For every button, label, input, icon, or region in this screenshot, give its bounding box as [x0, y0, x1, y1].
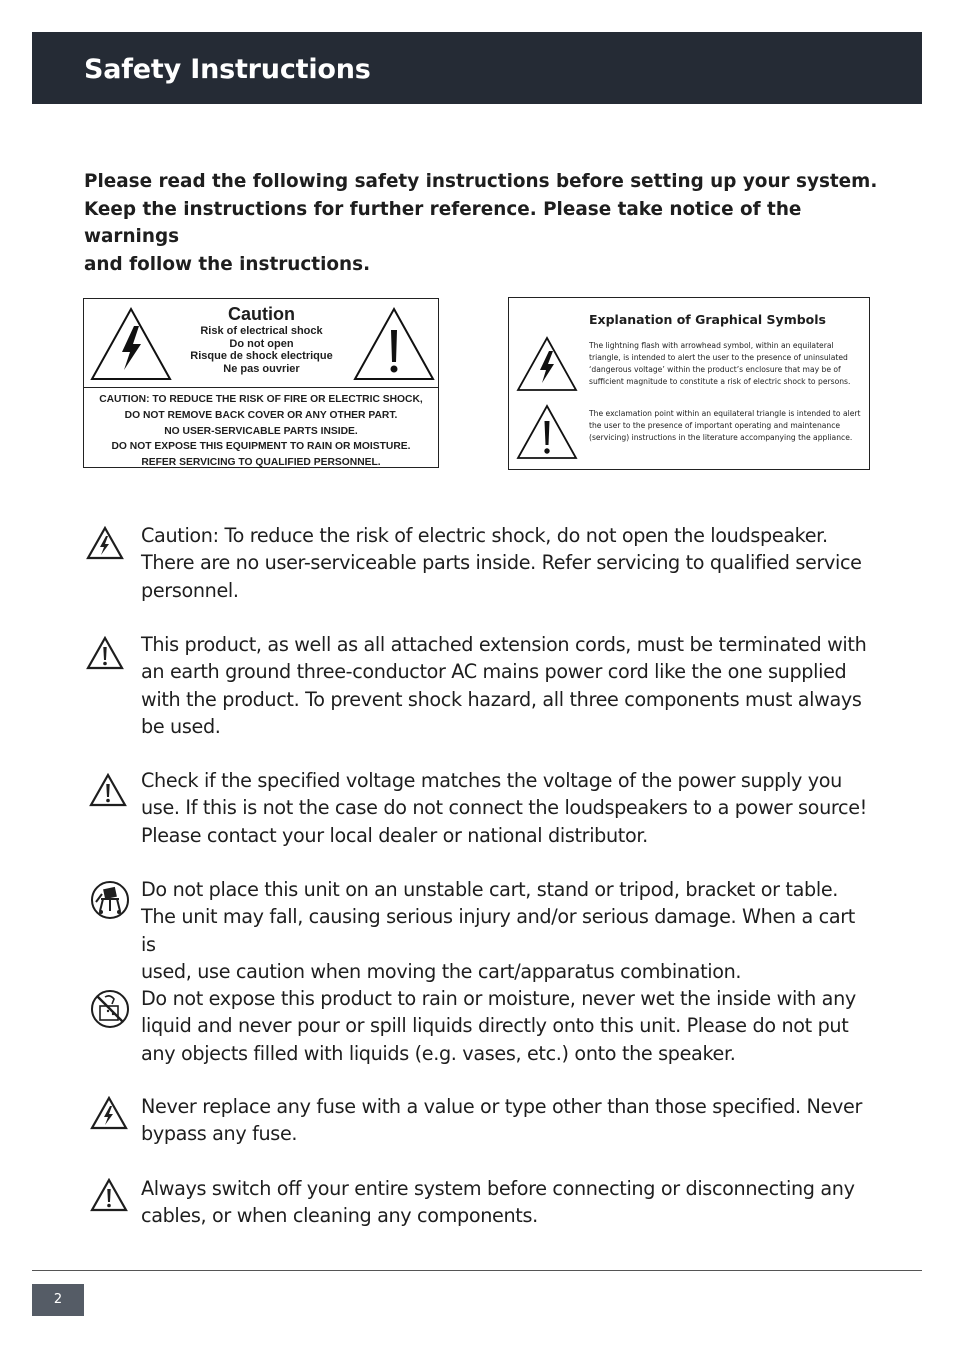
- caution-warning-line: REFER SERVICING TO QUALIFIED PERSONNEL.: [141, 457, 381, 469]
- instruction-item: [141, 985, 871, 1067]
- instruction-line: The unit may fall, causing serious injury and/or serious damage. When a cart is: [141, 905, 855, 956]
- caution-warning-line: NO USER-SERVICABLE PARTS INSIDE.: [164, 425, 358, 437]
- exclamation-triangle-icon: [89, 773, 127, 807]
- instruction-line: Do not place this unit on an unstable cart, stand or tripod, bracket or table.: [141, 878, 839, 901]
- instruction-item: [141, 522, 871, 604]
- caution-label-top: [84, 299, 438, 387]
- caution-subline: Risque de shock electrique: [190, 350, 333, 362]
- caution-warning-text: [84, 392, 438, 471]
- caution-subline: Do not open: [229, 337, 294, 350]
- lightning-triangle-icon: [516, 336, 578, 392]
- header-bar: [32, 32, 922, 104]
- caution-heading: [174, 303, 349, 375]
- instruction-item: [141, 1175, 871, 1230]
- instruction-line: Always switch off your entire system before connecting or disconnecting any: [141, 1177, 855, 1200]
- exclamation-triangle-icon: [90, 1178, 128, 1212]
- exclamation-triangle-icon: [86, 636, 124, 670]
- exclamation-symbol-text: The exclamation point within an equilateral triangle is intended to alert the user to the presence of important operating and maintenance (servicing) instructions in the literature accompanying the appliance.: [589, 409, 861, 442]
- instruction-item: [141, 1093, 871, 1148]
- caution-subline: Risk of electrical shock: [200, 325, 323, 337]
- exclamation-triangle-icon: [516, 404, 578, 460]
- caution-warning-line: CAUTION: TO REDUCE THE RISK OF FIRE OR ELECTRIC SHOCK,: [99, 394, 423, 405]
- footer-divider: [32, 1270, 922, 1271]
- lightning-triangle-icon: [90, 1096, 128, 1130]
- instruction-line: Check if the specified voltage matches the voltage of the power supply you: [141, 769, 842, 792]
- instruction-line: Never replace any fuse with a value or type other than those specified. Never: [141, 1095, 862, 1118]
- exclamation-triangle-icon: [352, 306, 436, 382]
- instruction-line: There are no user-serviceable parts inside. Refer servicing to qualified service: [141, 551, 862, 575]
- no-liquids-icon: [90, 989, 130, 1029]
- instruction-line: personnel.: [141, 578, 239, 602]
- instruction-line: Do not expose this product to rain or moisture, never wet the inside with any: [141, 987, 856, 1010]
- caution-warning-line: DO NOT REMOVE BACK COVER OR ANY OTHER PART.: [124, 409, 398, 421]
- instruction-item: [141, 767, 871, 849]
- caution-label: [83, 298, 439, 468]
- caution-divider: [84, 387, 438, 388]
- cart-tip-over-icon: [90, 880, 130, 920]
- instruction-line: use. If this is not the case do not connect the loudspeakers to a power source!: [141, 796, 867, 820]
- instruction-line: This product, as well as all attached extension cords, must be terminated with: [141, 633, 867, 656]
- intro-line: Keep the instructions for further reference. Please take notice of the warnings: [84, 198, 802, 247]
- intro-line: Please read the following safety instructions before setting up your system.: [84, 171, 878, 192]
- page-number: 2: [32, 1284, 84, 1316]
- lightning-triangle-icon: [86, 526, 124, 560]
- instruction-item: [141, 631, 871, 740]
- instruction-item: [141, 876, 871, 985]
- instruction-line: an earth ground three-conductor AC mains power cord like the one supplied: [141, 660, 847, 684]
- lightning-triangle-icon: [89, 306, 173, 382]
- lightning-symbol-text: The lightning flash with arrowhead symbol, within an equilateral triangle, is intended to alert the user to the presence of uninsulated ‘dangerous voltage’ within the product’s enclosure that may be of sufficient magnitude to constitute a risk of electric shock to persons.: [589, 341, 851, 386]
- instruction-line: any objects filled with liquids (e.g. vases, etc.) onto the speaker.: [141, 1041, 736, 1065]
- instruction-line: used, use caution when moving the cart/apparatus combination.: [141, 959, 742, 983]
- instruction-line: with the product. To prevent shock hazard, all three components must always: [141, 687, 862, 711]
- caution-subline: Ne pas ouvrier: [223, 362, 300, 375]
- intro-line: and follow the instructions.: [84, 253, 371, 275]
- symbols-explanation-box: [508, 297, 870, 470]
- symbols-explanation-title: Explanation of Graphical Symbols: [589, 312, 826, 327]
- instruction-line: bypass any fuse.: [141, 1122, 298, 1146]
- page-title: Safety Instructions: [84, 54, 371, 85]
- instruction-line: Please contact your local dealer or national distributor.: [141, 823, 648, 847]
- instruction-line: be used.: [141, 714, 221, 738]
- intro-paragraph: [84, 168, 884, 278]
- instruction-line: liquid and never pour or spill liquids directly onto this unit. Please do not put: [141, 1014, 849, 1038]
- instruction-line: Caution: To reduce the risk of electric shock, do not open the loudspeaker.: [141, 524, 828, 547]
- caution-warning-line: DO NOT EXPOSE THIS EQUIPMENT TO RAIN OR MOISTURE.: [111, 441, 411, 453]
- instruction-line: cables, or when cleaning any components.: [141, 1204, 538, 1228]
- caution-title: Caution: [228, 304, 295, 324]
